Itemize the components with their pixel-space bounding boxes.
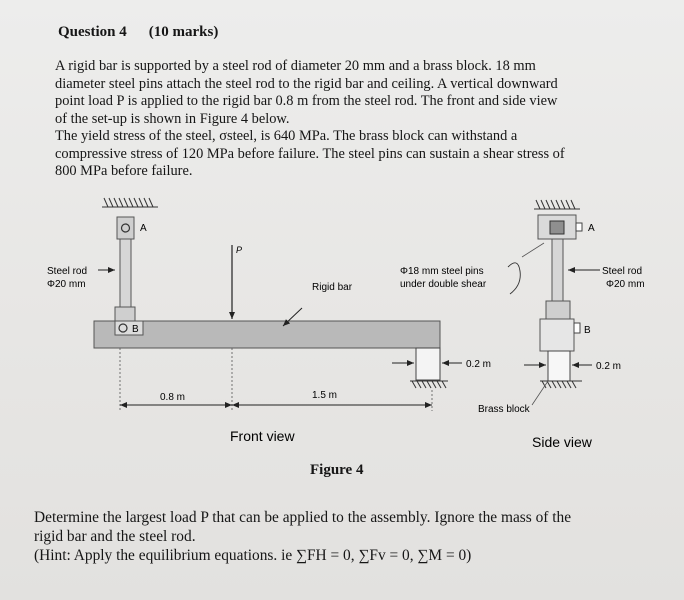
question-marks: (10 marks) <box>148 24 219 40</box>
description-line: compressive stress of 120 MPa before failure. The steel pins can sustain a shear stress of <box>55 145 565 162</box>
task-line: Determine the largest load P that can be applied to the assembly. Ignore the mass of the <box>34 509 572 526</box>
ceiling-hatch-left <box>102 198 158 207</box>
task-hint: (Hint: Apply the equilibrium equations. ie ∑FH = 0, ∑Fv = 0, ∑M = 0) <box>34 547 472 564</box>
pin-a-label-side: A <box>588 223 595 234</box>
ground-hatch-side <box>540 381 582 388</box>
brass-block-front <box>416 348 440 380</box>
pin-b-label: B <box>132 324 139 335</box>
steel-rod-label-left: Steel rod <box>47 266 88 277</box>
pins-leader-line <box>522 243 544 257</box>
rigid-bar-side <box>540 319 574 351</box>
upper-pin-side <box>550 221 564 234</box>
pins-note-bracket <box>508 263 520 294</box>
rigid-bar-front <box>94 321 440 348</box>
steel-rod-front <box>120 239 131 307</box>
side-view-label: Side view <box>532 434 592 450</box>
brass-block-leader <box>532 381 548 405</box>
task-line: rigid bar and the steel rod. <box>34 528 196 545</box>
rod-diameter-label-left: Φ20 mm <box>47 279 86 290</box>
task-statement <box>34 508 664 565</box>
lower-clevis-side <box>546 301 570 321</box>
question-number: Question 4 <box>58 24 127 40</box>
front-view <box>47 198 491 444</box>
brass-block-label: Brass block <box>478 404 530 415</box>
question-header <box>58 24 218 41</box>
pin-b-label-side: B <box>584 325 591 336</box>
problem-description <box>55 58 641 181</box>
figure-caption: Figure 4 <box>310 462 364 478</box>
description-line: diameter steel pins attach the steel rod to the rigid bar and ceiling. A vertical downward <box>55 75 558 92</box>
pin-a-end-side <box>576 223 582 231</box>
steel-rod-label-right: Steel rod <box>602 266 643 277</box>
ceiling-hatch-right <box>534 200 580 209</box>
dim-front-block-label: 0.2 m <box>466 359 492 370</box>
figure-4-diagram <box>40 195 660 460</box>
side-view <box>478 200 645 450</box>
dim-span-2-label: 1.5 m <box>312 390 338 401</box>
rod-diameter-label-right: Φ20 mm <box>606 279 645 290</box>
description-line: 800 MPa before failure. <box>55 163 193 179</box>
description-line: point load P is applied to the rigid bar 0.8 m from the steel rod. The front and side view <box>55 93 558 109</box>
pins-note-line-2: under double shear <box>400 279 487 290</box>
ground-hatch-front <box>410 381 448 388</box>
brass-block-side <box>548 351 570 381</box>
pin-a-label: A <box>140 223 147 234</box>
load-p-label: P <box>236 245 243 255</box>
steel-rod-side <box>552 239 563 301</box>
description-line: of the set-up is shown in Figure 4 below. <box>55 110 290 127</box>
front-view-label: Front view <box>230 428 295 444</box>
rigid-bar-label: Rigid bar <box>312 282 353 293</box>
upper-bracket <box>117 217 134 239</box>
description-line: A rigid bar is supported by a steel rod of diameter 20 mm and a brass block. 18 mm <box>55 58 536 74</box>
pin-b-end-side <box>574 323 580 333</box>
description-line: The yield stress of the steel, σsteel, is 640 MPa. The brass block can withstand a <box>55 128 518 144</box>
lower-bracket <box>115 307 135 321</box>
dim-side-block-label: 0.2 m <box>596 361 622 372</box>
dim-span-1-label: 0.8 m <box>160 392 186 403</box>
pins-note-line-1: Φ18 mm steel pins <box>400 266 484 277</box>
